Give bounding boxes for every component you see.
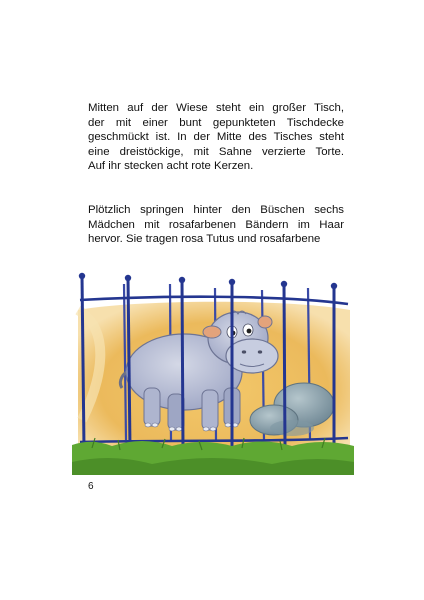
text-line: Auf ihr stecken acht rote Kerzen.: [88, 160, 254, 173]
text-line: eine dreistöckige, mit Sahne verzierte Torte.: [88, 145, 344, 158]
paragraph-1: [88, 101, 344, 174]
text-line: geschmückt ist. In der Mitte des Tisches steht: [88, 131, 344, 144]
text-line: Plötzlich springen hinter den Büschen sechs: [88, 204, 344, 216]
paragraph-2: [88, 203, 344, 247]
text-line: Mitten auf der Wiese steht ein großer Tisch,: [88, 102, 344, 114]
hippo-cage-illustration: [72, 270, 354, 475]
bar-knobs: [79, 273, 337, 289]
text-line: Mädchen mit rosafarbenen Bändern im Haar: [88, 218, 344, 231]
text-line: hervor. Sie tragen rosa Tutus und rosafarbene: [88, 233, 321, 246]
grass: [72, 441, 354, 475]
text-line: der mit einer bunt gepunkteten Tischdecke: [88, 116, 344, 129]
page-number: 6: [88, 481, 94, 492]
